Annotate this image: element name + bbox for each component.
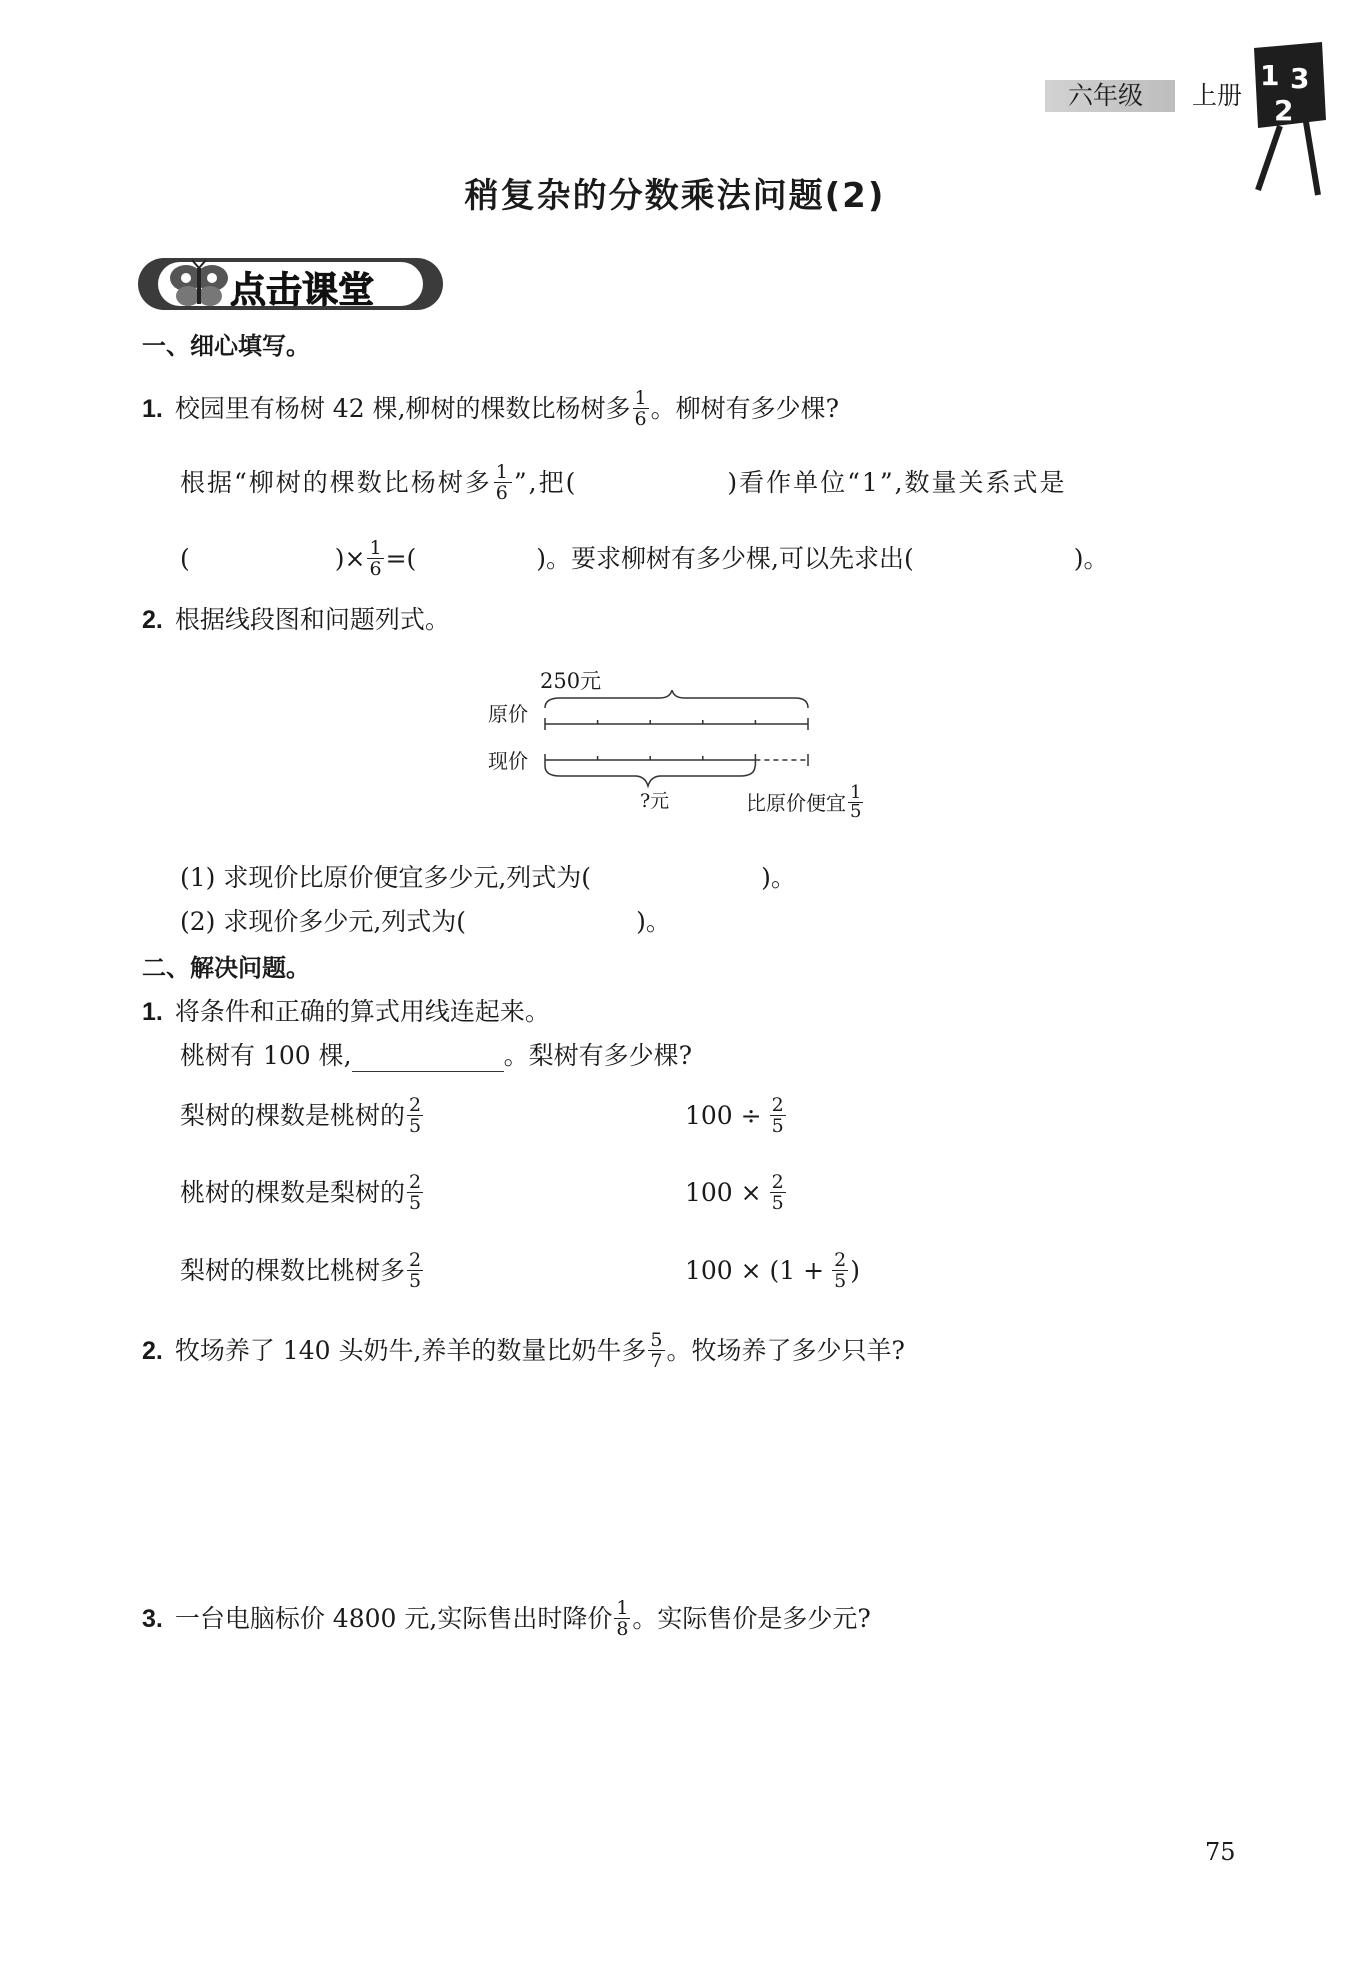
banner-title: 点击课堂 xyxy=(230,270,375,311)
s2-q2-text-a: 牧场养了 140 头奶牛,养羊的数量比奶牛多 xyxy=(174,1335,647,1365)
diagram-unknown-label: ?元 xyxy=(640,790,670,812)
diagram-total-label: 250元 xyxy=(540,669,602,693)
diagram-cheaper-fraction: $\frac{1}{5}$ xyxy=(850,782,862,822)
s2-q1-number: 1. xyxy=(142,998,163,1026)
s2-q1-condition-blank[interactable] xyxy=(352,1041,504,1072)
s2-q1-line2-text-b: 。梨树有多少棵? xyxy=(503,1041,692,1070)
s2-q3-fraction: $\frac{1}{8}$ xyxy=(616,1597,629,1640)
s1-q2-text: 根据线段图和问题列式。 xyxy=(174,605,450,634)
condition-3-fraction: $\frac{2}{5}$ xyxy=(409,1249,422,1292)
condition-1-fraction: $\frac{2}{5}$ xyxy=(409,1094,422,1137)
s1-q2-number: 2. xyxy=(142,606,163,634)
formula-1-text: 100 ÷ xyxy=(685,1100,762,1130)
formula-3-text: 100 × (1 + xyxy=(685,1255,825,1285)
s2-q1-formula-2[interactable] xyxy=(685,1172,788,1213)
s2-q1-condition-2[interactable] xyxy=(180,1172,425,1213)
s2-q2-fraction: $\frac{5}{7}$ xyxy=(650,1329,663,1372)
s2-q3-answer-area[interactable] xyxy=(180,1655,1180,1815)
line-segment-diagram xyxy=(540,690,820,790)
section1-heading: 一、细心填写。 xyxy=(142,332,310,360)
condition-3-text: 梨树的棵数比桃树多 xyxy=(180,1255,406,1285)
formula-2-fraction: $\frac{2}{5}$ xyxy=(771,1171,784,1214)
s1-q1-l3-text-d: )。要求柳树有多少棵,可以先求出( xyxy=(536,543,914,573)
page-title: 稍复杂的分数乘法问题(2) xyxy=(464,176,886,216)
butterfly-icon xyxy=(164,258,234,312)
s1-q2-sub1-end: )。 xyxy=(761,863,796,892)
s2-q1-condition-3[interactable] xyxy=(180,1250,425,1291)
s1-q2-sub2-end: )。 xyxy=(636,907,671,936)
s1-q1-l3-paren-open: ( xyxy=(180,543,190,573)
s1-q1-number: 1. xyxy=(142,394,163,423)
s2-q1-formula-1[interactable] xyxy=(685,1095,788,1136)
s1-q1-line1 xyxy=(142,388,839,429)
s1-q1-l2-text-c: )看作单位“1”,数量关系式是 xyxy=(727,467,1067,497)
diagram-cheaper-label xyxy=(746,784,865,821)
s2-q1-line2-text-a: 桃树有 100 棵, xyxy=(180,1041,352,1070)
diagram-original-label: 原价 xyxy=(488,702,528,726)
formula-2-text: 100 × xyxy=(685,1177,762,1207)
s2-q3-text-b: 。实际售价是多少元? xyxy=(632,1603,871,1633)
s1-q1-l2-fraction: $\frac{1}{6}$ xyxy=(495,461,510,504)
diagram-current-label: 现价 xyxy=(488,749,528,773)
s2-q2-number: 2. xyxy=(142,1336,163,1365)
s1-q1-l3-equals: =( xyxy=(385,543,417,573)
diagram-cheaper-text: 比原价便宜 xyxy=(746,790,846,815)
s1-q1-text-b: 。柳树有多少棵? xyxy=(650,393,840,423)
formula-3-fraction: $\frac{2}{5}$ xyxy=(834,1249,847,1292)
grade-label: 六年级 xyxy=(1068,81,1144,110)
s1-q2-line xyxy=(142,600,450,640)
s2-q2-line xyxy=(142,1330,905,1371)
s1-q1-l3-fraction: $\frac{1}{6}$ xyxy=(369,537,382,580)
s1-q2-sub1-text: (1) 求现价比原价便宜多少元,列式为( xyxy=(180,863,592,892)
s1-q1-l3-times: )× xyxy=(334,543,366,573)
s2-q2-answer-area[interactable] xyxy=(180,1385,1180,1565)
logo-digit-3: 3 xyxy=(1290,62,1310,95)
condition-2-fraction: $\frac{2}{5}$ xyxy=(409,1171,422,1214)
section-banner xyxy=(138,258,443,310)
s1-q2-sub2 xyxy=(180,902,671,942)
s1-q1-line3 xyxy=(180,538,1109,579)
s2-q1-line2 xyxy=(180,1036,692,1076)
s2-q2-text-b: 。牧场养了多少只羊? xyxy=(666,1335,905,1365)
formula-1-fraction: $\frac{2}{5}$ xyxy=(771,1094,784,1137)
s1-q2-sub2-text: (2) 求现价多少元,列式为( xyxy=(180,907,467,936)
condition-1-text: 梨树的棵数是桃树的 xyxy=(180,1100,406,1130)
s2-q3-number: 3. xyxy=(142,1604,163,1633)
formula-3-close: ) xyxy=(850,1255,860,1285)
s2-q1-text: 将条件和正确的算式用线连起来。 xyxy=(174,997,550,1026)
logo-digit-1: 1 xyxy=(1260,59,1280,92)
s2-q1-formula-3[interactable] xyxy=(685,1250,860,1291)
s1-q1-text-a: 校园里有杨树 42 棵,柳树的棵数比杨树多 xyxy=(174,393,631,423)
s1-q1-l2-text-a: 根据“柳树的棵数比杨树多 xyxy=(180,467,492,497)
s1-q1-fraction: $\frac{1}{6}$ xyxy=(634,387,647,430)
s2-q1-condition-1[interactable] xyxy=(180,1095,425,1136)
section2-heading: 二、解决问题。 xyxy=(142,954,310,982)
s1-q1-line2 xyxy=(180,462,1067,503)
condition-2-text: 桃树的棵数是梨树的 xyxy=(180,1177,406,1207)
volume-label: 上册 xyxy=(1192,81,1243,110)
s1-q1-l3-text-e: )。 xyxy=(1073,543,1109,573)
s2-q3-line xyxy=(142,1598,871,1639)
logo-digit-2: 2 xyxy=(1274,94,1294,127)
s2-q3-text-a: 一台电脑标价 4800 元,实际售出时降价 xyxy=(174,1603,613,1633)
s1-q1-l2-text-b: ”,把( xyxy=(513,467,578,497)
page-number: 75 xyxy=(1205,1838,1236,1866)
s1-q2-sub1 xyxy=(180,858,796,898)
s2-q1-line xyxy=(142,992,550,1032)
